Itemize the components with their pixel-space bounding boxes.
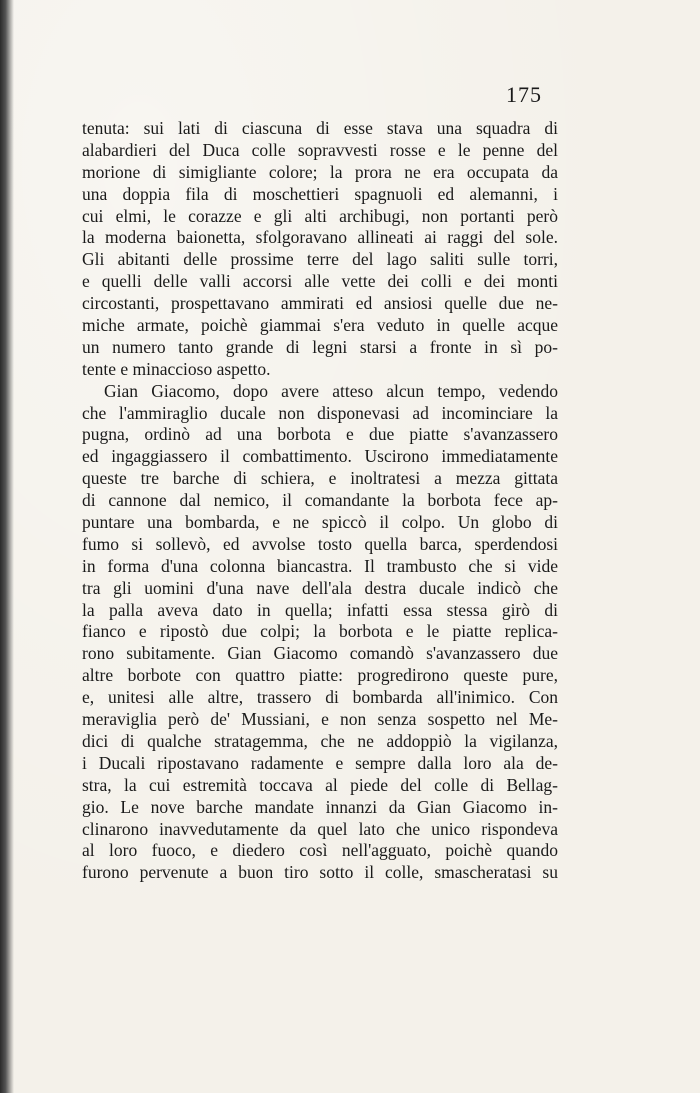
- text-line: e quelli delle valli accorsi alle vette dei colli e dei monti: [82, 271, 558, 292]
- text-line: rono subitamente. Gian Giacomo comandò s'avanzassero due: [82, 643, 558, 664]
- text-line: meraviglia però de' Mussiani, e non senza sospetto nel Me-: [82, 709, 558, 730]
- text-line: miche armate, poichè giammai s'era veduto in quelle acque: [82, 315, 558, 336]
- text-line: la moderna baionetta, sfolgoravano allineati ai raggi del sole.: [82, 227, 558, 248]
- text-line: clinarono inavvedutamente da quel lato che unico rispondeva: [82, 818, 558, 839]
- text-line: fumo si sollevò, ed avvolse tosto quella barca, sperdendosi: [82, 533, 558, 554]
- text-line: cui elmi, le corazze e gli alti archibugi, non portanti però: [82, 205, 558, 226]
- text-line: morione di simigliante colore; la prora ne era occupata da: [82, 161, 558, 182]
- text-line: circostanti, prospettavano ammirati ed ansiosi quelle due ne-: [82, 293, 558, 314]
- text-line: stra, la cui estremità toccava al piede del colle di Bellag-: [82, 774, 558, 795]
- text-line: gio. Le nove barche mandate innanzi da Gian Giacomo in-: [82, 796, 558, 817]
- text-line: Gli abitanti delle prossime terre del lago saliti sulle torri,: [82, 249, 558, 270]
- text-line: furono pervenute a buon tiro sotto il colle, smascheratasi su: [82, 862, 558, 883]
- text-line: tra gli uomini d'una nave dell'ala destra ducale indicò che: [82, 577, 558, 598]
- text-line: e, unitesi alle altre, trassero di bombarda all'inimico. Con: [82, 687, 558, 708]
- page-binding-edge: [0, 0, 14, 1093]
- text-line: Gian Giacomo, dopo avere atteso alcun tempo, vedendo: [104, 380, 558, 401]
- text-line: alabardieri del Duca colle sopravvesti rosse e le penne del: [82, 139, 558, 160]
- text-line: la palla aveva dato in quella; infatti essa stessa girò di: [82, 599, 558, 620]
- text-line: tenuta: sui lati di ciascuna di esse stava una squadra di: [82, 118, 558, 138]
- text-line: fianco e ripostò due colpi; la borbota e le piatte replica-: [82, 621, 558, 642]
- body-text: [82, 118, 558, 884]
- text-line: pugna, ordinò ad una borbota e due piatte s'avanzassero: [82, 424, 558, 445]
- text-line: dici di qualche stratagemma, che ne addoppiò la vigilanza,: [82, 730, 558, 751]
- text-line: i Ducali ripostavano radamente e sempre dalla loro ala de-: [82, 752, 558, 773]
- text-line: un numero tanto grande di legni starsi a fronte in sì po-: [82, 336, 558, 357]
- text-line: tente e minaccioso aspetto.: [82, 358, 271, 379]
- text-line: una doppia fila di moschettieri spagnuoli ed alemanni, i: [82, 183, 558, 204]
- text-line: puntare una bombarda, e ne spiccò il colpo. Un globo di: [82, 512, 558, 533]
- text-line: in forma d'una colonna biancastra. Il trambusto che si vide: [82, 555, 558, 576]
- text-line: altre borbote con quattro piatte: progredirono queste pure,: [82, 665, 558, 686]
- text-line: al loro fuoco, e diedero così nell'agguato, poichè quando: [82, 840, 558, 861]
- page-number: 175: [506, 82, 542, 107]
- text-line: ed ingaggiassero il combattimento. Uscirono immediatamente: [82, 446, 558, 467]
- text-line: di cannone dal nemico, il comandante la borbota fece ap-: [82, 490, 558, 511]
- text-line: che l'ammiraglio ducale non disponevasi ad incominciare la: [82, 402, 558, 423]
- text-line: queste tre barche di schiera, e inoltratesi a mezza gittata: [82, 468, 558, 489]
